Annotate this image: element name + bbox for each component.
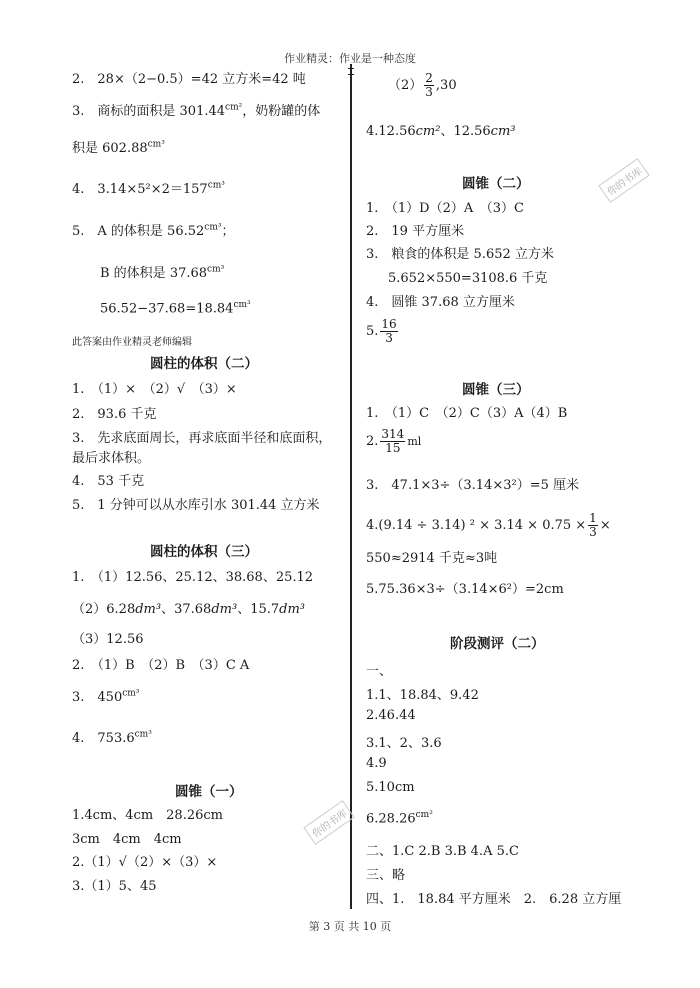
unit: cm² [415,810,433,820]
fraction-numerator: 314 [381,427,405,441]
answer-text: 、15.7 [237,602,280,617]
answer-line [366,428,421,455]
fraction-numerator: 1 [589,511,597,525]
answer-line [72,686,139,705]
answer-text: 6.28.26 [366,811,416,827]
answer-line: 2.（1）√（2）×（3）× [72,855,218,870]
unit: cm³ [134,729,152,740]
unit: cm³ [207,180,225,191]
answer-text: 5. [366,324,379,339]
answer-text: （2） [388,78,423,93]
fraction [588,512,598,539]
answer-line: 5. 1 分钟可以从水库引水 301.44 立方米 [72,498,320,513]
divider-tick [348,68,354,69]
answer-line: 2. 93.6 千克 [72,407,157,422]
page-footer: 第 3 页 共 10 页 [308,920,392,933]
answer-line: 最后求体积。 [72,451,151,466]
answer-text: 、12.56 [440,124,491,139]
answer-line: 1.4cm、4cm 28.26cm [72,808,223,823]
answer-line [72,220,234,239]
answer-line: 4.9 [366,756,387,771]
answer-text: 56.52−37.68=18.84 [100,301,234,317]
answer-line [366,120,516,139]
answer-line: 2. （1）B （2）B （3）C A [72,658,250,673]
answer-line [388,72,457,99]
unit: ml [407,435,422,448]
unit: cm³ [147,139,165,150]
answer-text: （2）6.28 [72,602,136,617]
column-divider [350,64,352,909]
unit: cm³ [204,222,222,233]
watermark-stamp: 你的书库 [303,800,354,845]
answer-line: （3）12.56 [72,632,144,647]
unit: cm³ [122,688,140,699]
answer-line [72,727,152,746]
unit: cm³ [233,300,251,310]
section-title: 圆锥（一） [175,784,243,800]
answer-line: 5.652×550=3108.6 千克 [388,271,548,286]
section-title: 圆锥（二） [462,176,530,192]
answer-line: 1. （1）12.56、25.12、38.68、25.12 [72,570,314,585]
fraction [380,428,405,455]
answer-text: ； [221,224,235,239]
answer-text: 5. A 的体积是 56.52 [72,224,205,239]
answer-text: 4.(9.14 ÷ 3.14) ² × 3.14 × 0.75 × [366,518,587,533]
answer-line [72,100,320,119]
answer-line [366,512,611,539]
answer-line: 1. （1）× （2）√ （3）× [72,382,237,397]
answer-line [100,300,251,316]
divider-tick [348,74,354,75]
answer-line [366,810,433,826]
answer-line: 3.（1）5、45 [72,879,157,894]
answer-text: 3. 商标的面积是 301.44 [72,104,226,119]
answer-text: 4. 3.14×5²×2＝157 [72,182,208,197]
unit: cm³ [490,124,516,139]
answer-line: 3cm 4cm 4cm [72,832,182,847]
fraction-denominator: 3 [425,85,433,99]
answer-line: 3.1、2、3.6 [366,736,442,751]
answer-line: 四、1. 18.84 平方厘米 2. 6.28 立方厘 [366,892,622,907]
unit: cm² [415,124,441,139]
answer-line: 3. 47.1×3÷（3.14×3²）=5 厘米 [366,478,580,493]
answer-line: 1. （1）D（2）A （3）C [366,201,524,216]
answer-text: 积是 602.88 [72,141,148,156]
section-title: 圆锥（三） [462,382,530,398]
answer-line: 4. 53 千克 [72,474,145,489]
fraction-denominator: 15 [385,441,401,455]
answer-line: 3. 先求底面周长，再求底面半径和底面积， [72,431,332,446]
fraction-numerator: 16 [381,317,397,331]
answer-text: 4. 753.6 [72,731,135,746]
answer-line: 三、略 [366,868,406,883]
answer-line [72,137,165,156]
section-title: 阶段测评（二） [450,636,545,652]
answer-line [72,598,305,617]
answer-line: 4. 圆锥 37.68 立方厘米 [366,295,515,310]
fraction [380,318,397,345]
fraction-denominator: 3 [589,525,597,539]
answer-text: ,30 [435,78,457,93]
fraction-numerator: 2 [425,71,433,85]
page-header: 作业精灵：作业是一种态度 [284,52,416,65]
answer-line: 2. 19 平方厘米 [366,224,465,239]
fraction-denominator: 3 [385,331,393,345]
answer-text: 3. 450 [72,690,123,705]
editor-note: 此答案由作业精灵老师编辑 [72,337,192,348]
answer-line: 一、 [366,664,393,679]
answer-line: 550≈2914 千克≈3吨 [366,551,498,566]
fraction [424,72,434,99]
unit: dm³ [211,602,238,617]
answer-text: ，奶粉罐的体 [242,104,321,119]
unit: cm³ [207,264,225,275]
answer-text: × [599,518,611,533]
section-title: 圆柱的体积（二） [150,356,258,372]
answer-line [72,178,225,197]
answer-line: 二、1.C 2.B 3.B 4.A 5.C [366,844,519,859]
answer-line: 1.1、18.84、9.42 [366,688,479,703]
answer-text: B 的体积是 37.68 [100,266,208,281]
watermark-stamp: 你的书库 [598,158,649,203]
answer-line: 1. （1）C （2）C（3）A（4）B [366,406,568,421]
answer-line: 5.10cm [366,780,415,795]
answer-line [366,318,400,345]
section-title: 圆柱的体积（三） [150,544,258,560]
answer-text: 、37.68 [161,602,212,617]
answer-line: 2. 28×（2−0.5）=42 立方米=42 吨 [72,72,306,87]
answer-line: 2.46.44 [366,708,416,723]
answer-text: 4.12.56 [366,124,416,139]
answer-text: 2. [366,434,379,449]
answer-line [100,262,224,281]
unit: cm² [225,102,243,113]
unit: dm³ [135,602,162,617]
unit: dm³ [279,602,306,617]
answer-line: 5.75.36×3÷（3.14×6²）=2cm [366,582,564,597]
answer-line: 3. 粮食的体积是 5.652 立方米 [366,247,554,262]
